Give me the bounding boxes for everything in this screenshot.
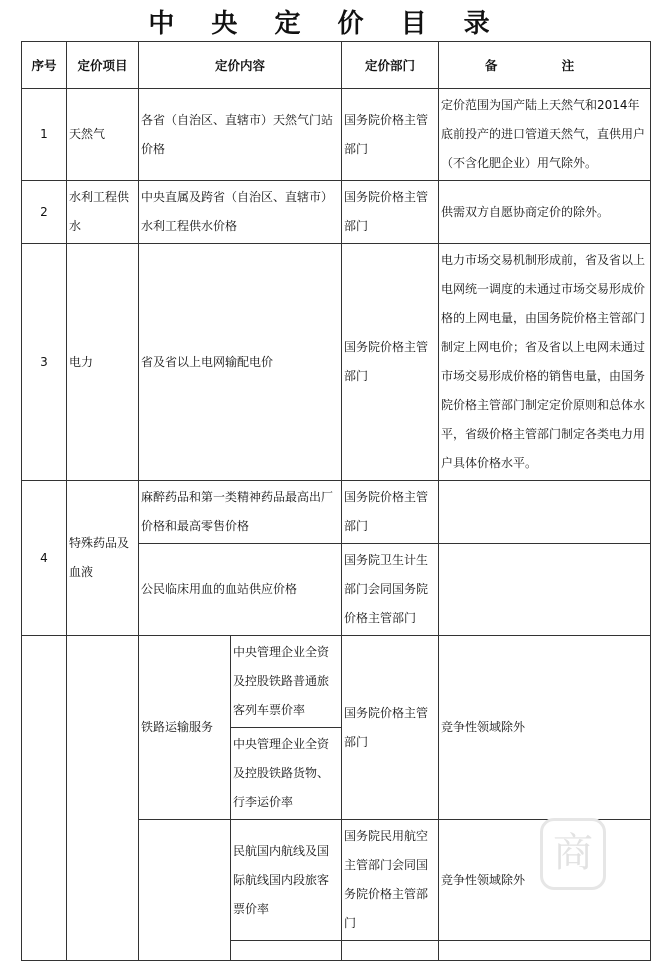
header-item: 定价项目	[67, 42, 139, 89]
row-note: 电力市场交易机制形成前，省及省以上电网统一调度的未通过市场交易形成价格的上网电量，由国务院价格主管部门制定上网电价；省及省以上电网未通过市场交易形成价格的销售电量，由国务院价格主管部门制定定价原则和总体水平，省级价格主管部门制定各类电力用户具体价格水平。	[439, 244, 651, 481]
watermark-logo: 商	[540, 818, 606, 890]
row-item: 天然气	[67, 89, 139, 181]
row-note: 定价范围为国产陆上天然气和2014年底前投产的进口管道天然气，直供用户（不含化肥企业）用气除外。	[439, 89, 651, 181]
row-note: 供需双方自愿协商定价的除外。	[439, 181, 651, 244]
row-seq: 3	[22, 244, 67, 481]
group-name: 铁路运输服务	[139, 636, 231, 820]
row-seq	[22, 636, 67, 961]
row-dept: 国务院价格主管部门	[342, 244, 439, 481]
table-row	[22, 181, 651, 244]
group-item: 中央管理企业全资及控股铁路货物、行李运价率	[231, 728, 342, 820]
header-content: 定价内容	[139, 42, 342, 89]
row-item: 特殊药品及血液	[67, 481, 139, 636]
empty-cell	[439, 941, 651, 961]
row-seq: 4	[22, 481, 67, 636]
header-seq: 序号	[22, 42, 67, 89]
row-content: 麻醉药品和第一类精神药品最高出厂价格和最高零售价格	[139, 481, 342, 544]
group-item: 中央管理企业全资及控股铁路普通旅客列车票价率	[231, 636, 342, 728]
row-dept: 国务院价格主管部门	[342, 89, 439, 181]
row-content: 各省（自治区、直辖市）天然气门站价格	[139, 89, 342, 181]
table-row	[22, 244, 651, 481]
row-note	[439, 544, 651, 636]
table-header-row	[22, 42, 651, 89]
row-dept: 国务院价格主管部门	[342, 181, 439, 244]
row-seq: 1	[22, 89, 67, 181]
table-row	[22, 636, 651, 728]
row-content: 中央直属及跨省（自治区、直辖市）水利工程供水价格	[139, 181, 342, 244]
row-dept: 国务院价格主管部门	[342, 636, 439, 820]
row-item	[67, 636, 139, 961]
row-content: 省及省以上电网输配电价	[139, 244, 342, 481]
header-note: 备 注	[439, 42, 651, 89]
row-dept: 国务院卫生计生部门会同国务院价格主管部门	[342, 544, 439, 636]
row-note: 竞争性领域除外	[439, 636, 651, 820]
row-dept: 国务院价格主管部门	[342, 481, 439, 544]
row-item: 电力	[67, 244, 139, 481]
row-note: 竞争性领域除外	[439, 820, 651, 941]
row-dept: 国务院民用航空主管部门会同国务院价格主管部门	[342, 820, 439, 941]
row-content: 公民临床用血的血站供应价格	[139, 544, 342, 636]
group-name	[139, 820, 231, 961]
table-row	[22, 89, 651, 181]
row-seq: 2	[22, 181, 67, 244]
header-dept: 定价部门	[342, 42, 439, 89]
table-row	[22, 481, 651, 544]
empty-cell	[231, 941, 342, 961]
page-title: 中 央 定 价 目 录	[148, 9, 504, 39]
group-item: 民航国内航线及国际航线国内段旅客票价率	[231, 820, 342, 941]
row-item: 水利工程供水	[67, 181, 139, 244]
row-note	[439, 481, 651, 544]
empty-cell	[342, 941, 439, 961]
